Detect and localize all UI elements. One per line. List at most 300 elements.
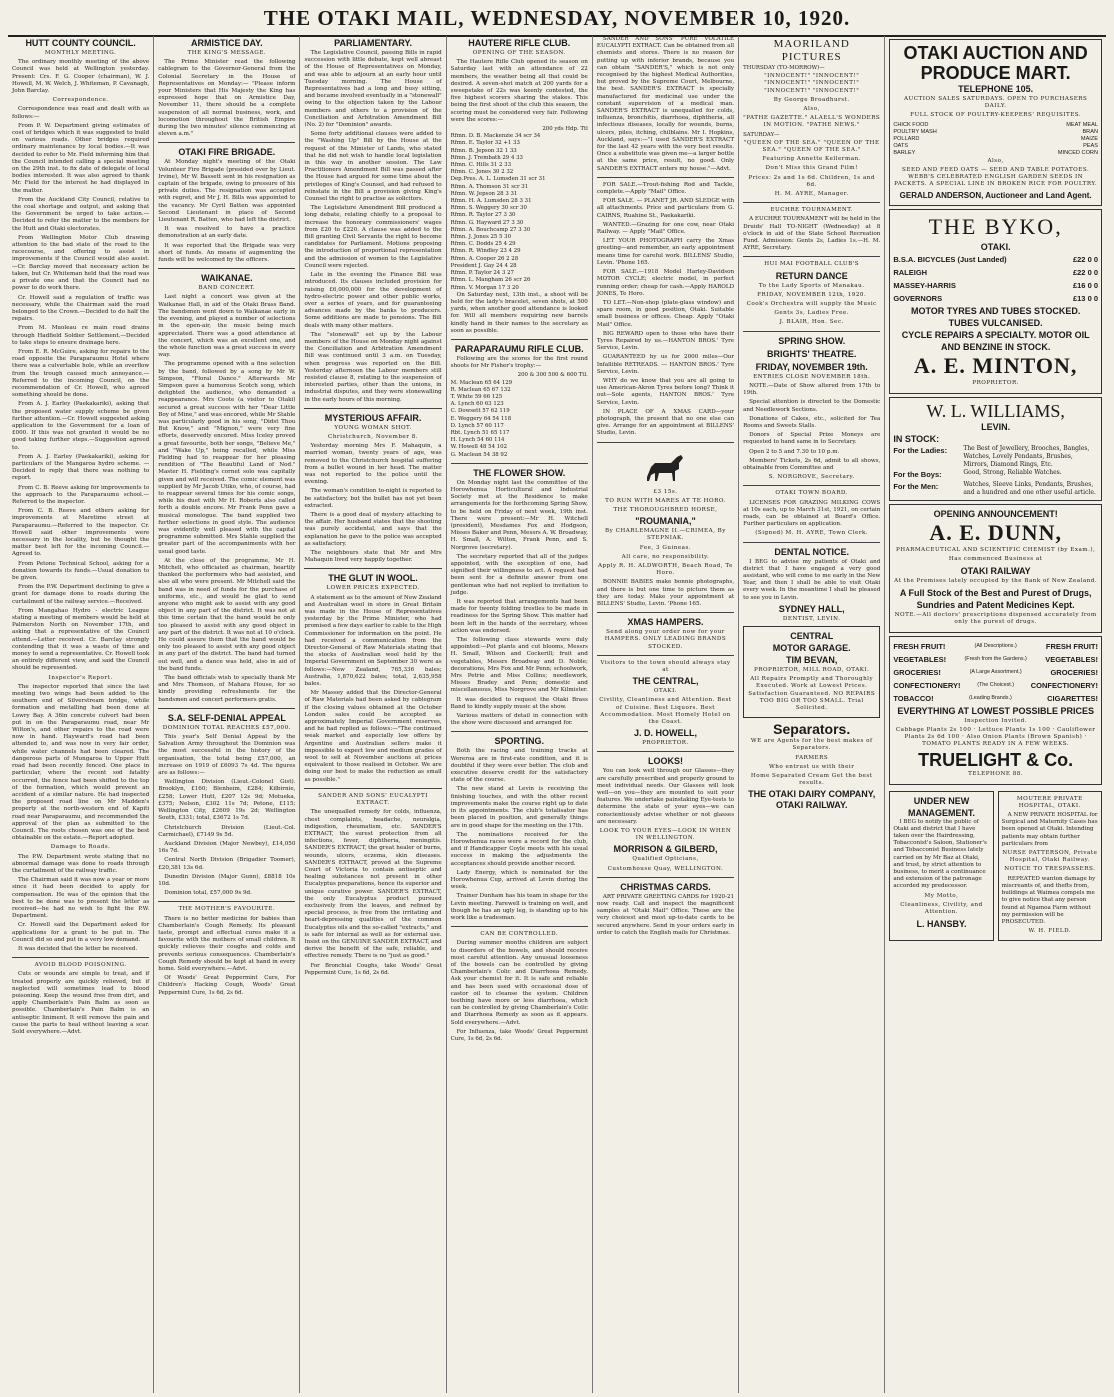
score-row: Rfmn. R. Taylor 27 3 30 (450, 212, 516, 219)
paragraph: I BEG to advise my patients of Otaki and district that I have engaged a very good assistant, who will come to me early in the New Year, and then I shall be able to visit Otaki every week. In the meantime I shall be pleased to see you in Levin. (743, 558, 881, 601)
produce-row (893, 122, 1098, 129)
ad-title: MOTOR GARAGE. (772, 642, 851, 653)
divider (597, 442, 734, 443)
paragraph: Mr Massey added that the Director-General of Raw Materials had been asked by cablegram if the closing values obtained at the October London sales could be accepted as approximately Imperial Government reserves, and he had replied as follows:—"The continued weak market and especially low offers by Argentine and Australian sellers make it impossible to expect low and medium grades of wool to sell at November auctions at prices equivalent to those realised in October. We are doing our best to make the reduction as small as possible." (304, 690, 442, 783)
stock-label: For the Ladies: (893, 445, 948, 455)
ad-note: (Leading Brands.) (968, 694, 1012, 701)
ad-text: "QUEEN OF THE SEA." "QUEEN OF THE SEA." "QUEEN OF THE SEA." (743, 139, 880, 154)
management-ad (889, 791, 993, 942)
paragraph: I BEG to notify the public of Otaki and district that I have taken over the Hairdressing, Tobacconist's Saloon, Stationer's and Tobacconist Business lately carried on by Mr Baz at Otaki, and trust, by strict attention to business, to merit a continuance and extension of the patronage accorded my predecessor. (893, 818, 987, 890)
article-title: THE FLOWER SHOW. (473, 467, 566, 478)
ad-title: MOUTERE PRIVATE HOSPITAL, OTAKI. (1016, 795, 1083, 809)
paragraph: From Petone Technical School, asking for a donation towards its funds.—Usual donation to be given. (12, 560, 150, 582)
article-title: S.A. SELF-DENIAL APPEAL (167, 712, 286, 723)
ad-text: My Motto, (924, 892, 959, 899)
ad-item: GROCERIES! (1050, 667, 1098, 677)
paragraph: Donors of Special Prize Moneys are requested to hand same in to Secretary. (743, 432, 881, 446)
paragraph: Members' Tickets, 2s 6d, admit to all shows, obtainable from Committee and (743, 457, 881, 471)
stock-row (893, 469, 1098, 481)
stock-text: The Best of Jewellery, Brooches, Bangles, Watches, Lovely Pendants, Brushes, Mirrors, Diamond Rings, Etc. (963, 444, 1090, 468)
ad-text: PHARMACEUTICAL AND SCIENTIFIC CHEMIST (by Exam.), (895, 546, 1096, 553)
classified-ad: BONNIE BABIES make bonnie photographs, and there is but one time to picture them as they are today. Make your appointment at BILLENS' Studio, Levin. 'Phone 165. (596, 579, 735, 607)
paragraph: It was resolved to have a practice demonstration at an early date. (158, 226, 296, 240)
ad-text: IN STOCK: (893, 433, 940, 444)
paragraph: Cr. Howell said a regulation of traffic was necessary, while the Chairman said the road belonged to the Crown.—Decided to do half the repairs. (12, 294, 150, 323)
paragraph: NOTE.—Date of Show altered from 17th to 19th. (743, 382, 881, 397)
paragraph: It was reported that arrangements had been made for twenty folding trestles to be made in readiness for the Spring Show. This matter had been left in the hands of the secretary, whose action was endorsed. (450, 599, 588, 634)
bike-name: B.S.A. BICYCLES (Just Landed) (893, 255, 1007, 265)
score-row: Rfmn. P. Taylor 24 3 27 (450, 270, 514, 277)
produce-item: OATS (893, 142, 909, 149)
ad-text: W. H. FIELD. (1028, 928, 1072, 935)
article-title: SPORTING. (494, 736, 545, 747)
produce-row (893, 150, 1098, 157)
produce-row (893, 136, 1098, 143)
paragraph: From A. J. Earley (Paekakariki), asking that the proposed water supply scheme be given further attention.—Cr. Howell suggested asking application to the Government for a loan of £000. If this was not granted it would be no good taking further steps.—Suggestion agreed to. (12, 401, 150, 451)
stock-row (893, 481, 1098, 497)
list-item: Dominion total, £57,000 9s 9d. (164, 890, 252, 897)
column-1 (8, 36, 153, 1393)
ad-row (893, 666, 1098, 679)
byko-ad (889, 209, 1102, 393)
paragraph: From C. B. Reeve and others asking for improvements at Maretime street at Paraparaumu.—Referred to the inspector. Cr. Howell said other improvements were necessary in the locality, but he thought the matter best left for the incoming Council.—Agreed to. (12, 508, 150, 558)
ad-text: HUI MAI FOOTBALL CLUB'S (764, 261, 860, 268)
paragraph: During summer months children are subject to disorders of the bowels, and should receive most careful attention. Any unusual looseness of the bowels can be controlled by giving Chamberlain's Colic and Diarrhoea Remedy. Ask your chemist for it. It is safe and reliable and has been used with occasional dose of castor oil to cleanse the system. Children teething have more or less diarrhoea, which can be controlled by giving Chamberlain's Colic and Diarrhoea Remedy as soon as it appears. Sold everywhere.—Advt. (450, 940, 588, 1026)
article-subtitle: MONTHLY MEETING. (44, 50, 117, 56)
paragraph: Various matters of detail in connection with the show were discussed and arranged for. (450, 713, 588, 727)
ad-name: GERALD ANDERSON, Auctioneer and Land Agent. (899, 191, 1092, 201)
ad-title: MAORILAND PICTURES (773, 38, 850, 63)
list-item: Wellington Division (Lieut.-Colonel Gist). Brooklyn, £160; Blenheim, £284; Kilbirnie, £258; Lower Hutt, £207 12s 9d; Motueka, £375; Nelson, £302 11s 7d; Petone, £115; Wellington City, £2609 19s 2d; Wellington South, £331; total, £3672 1s 7d. (158, 779, 296, 822)
stallion-price: £3 15s. (653, 488, 678, 495)
notice-title: CAN BE CONTROLLED. (480, 931, 559, 938)
ad-title: DENTAL NOTICE. (774, 546, 850, 557)
article-title: PARLIAMENTARY. (334, 38, 412, 48)
paragraph: LICENSES FOR GRAZING MILKING COWS at 10s each, up to March 31st, 1921, on certain roads, can be obtained at Board's Office. Further particulars on application. (743, 499, 881, 528)
article-title: WAIKANAE. (201, 273, 253, 284)
classified-ad: BIG REWARD open to those who have their Tyres Repaired by us.—HANTON BROS.' Tyre Service, Levin. (596, 330, 735, 352)
paragraph: From the P.W. Department declining to give a grant for damage done to roads during the curtailment of the railway service.—Received. (12, 584, 150, 605)
score-row: H. Lynch 54 60 114 (450, 437, 505, 444)
dateline: Christchurch, November 8. (328, 433, 419, 440)
ad-text: AUCTION SALES SATURDAYS. OPEN TO PURCHASERS DAILY. (903, 96, 1088, 110)
score-row: W. Howell 48 54 102 (450, 444, 508, 451)
ad-title: XMAS HAMPERS. (627, 617, 704, 628)
list-item: Central North Division (Brigadier Toomer), £20,381 13s 6d. (158, 857, 296, 871)
divider (743, 485, 880, 486)
ad-text: WE are Agents for the best makes of Separators. (750, 738, 873, 752)
score-row: Dep.Pres. A. L. Lumsden 31 scr 31 (450, 176, 546, 183)
classified-ad: IN PLACE OF A XMAS CARD—your photograph, the present that no one else can give. Arrange for an appointment at BILLENS' Studio, Levin. (596, 408, 735, 437)
score-row: Rfmn. L. Mangham 26 scr 26 (450, 277, 531, 284)
produce-item: BRAN (1082, 128, 1098, 135)
ad-text: TELEPHONE 88. (968, 771, 1024, 778)
ad-name: A. E. MINTON, (913, 353, 1078, 379)
paragraph: The Chairman said it was now a year or more since it had been decided to apply for compensation. He was of the opinion that the best to be done was to present the letter as received—he had no wish to fight the P.W. Department. (12, 877, 150, 920)
ad-title: LOOKS! (647, 756, 683, 767)
paragraph: REPEATED wanton damage by miscreants of, and thefts from, buildings at Waimea compels me to give notice that any person found at Ngamoa Farm without my permission will be PROSECUTED. (1001, 875, 1096, 925)
ad-note: (A Large Assortment.) (969, 668, 1022, 675)
ad-text: OTAKI RAILWAY (960, 566, 1031, 577)
article-subtitle: BAND CONCERT. (198, 285, 256, 292)
stallion-pedigree: By CHARLEMAGNE II.—CRIMEA, By STEPNIAK. (605, 528, 726, 542)
footnote: Of Woods' Great Peppermint Cure, For Children's Hacking Cough, Woods' Great Peppermint Cure, 1s 6d, 2s 6d. (158, 975, 296, 996)
divider (451, 339, 588, 340)
ad-text: Visitors to the town should always stay at (600, 659, 731, 674)
divider (158, 901, 295, 902)
ad-item: VEGETABLES! (1045, 654, 1098, 664)
score-row: Rfmn. C. Jones 30 2 32 (450, 169, 514, 176)
produce-row (893, 143, 1098, 150)
classified-ad: FOR SALE. — PLANET JR. AND SLEDGE with all attachments. Price and particulars from G. CAIRNS, Ruahine St., Paekakariki. (596, 198, 735, 219)
ad-text: J. BLAIR, Hon. Sec. (779, 319, 844, 326)
divider (451, 926, 588, 927)
ad-text: MOTOR TYRES AND TUBES STOCKED. (910, 306, 1081, 317)
ad-item: CONFECTIONERY! (1030, 680, 1098, 690)
divider (451, 463, 588, 464)
ad-title: CENTRAL (790, 630, 834, 641)
paragraph: The "stonewall" set up by the Labour members of the House on Monday night against the Conciliation and Arbitration Amendment Bill was continued until 3 a.m. on Tuesday, when progress was reported on the Bill. Yesterday afternoon the Labour members still resisted clause 8, relating to the suspension of interested parties, other than the unions, in industrial disputes, and they were stonewalling in the early hours of this morning. (304, 331, 442, 403)
article-title: HUTT COUNTY COUNCIL. (25, 38, 136, 48)
williams-ad (889, 397, 1102, 501)
score-row: T. White 59 66 125 (450, 393, 503, 400)
classified-ad: TO LET.—Non-shop (plate-glass window) and spare room, in good position, Otaki. Suitable small business or offices. Cheap. Apply "Otaki Mail" Office. (596, 299, 735, 328)
paragraph: SANDER AND SONS' PURE VOLATILE EUCALYPTI EXTRACT. Can be obtained from all chemists and stores. There is no reason for putting up with inferior brands, because you can obtain "SANDER'S," which is not only recognised by the highest Medical Authorities, but proved by the Supreme Court, Melbourne, the best. SANDER'S EXTRACT is specially manufactured for medicinal use under the constant supervision of a medical man. SANDER'S EXTRACT is unequalled for colds, influenza, bronchitis, diarrhoea, diphtheria, all infectious diseases, locally for wounds, burns, ulcers, piles, itching, chilblains. Mr I. Hopkins, Auckland, says:—"I used SANDER'S EXTRACT for the last 42 years with the very best results. Once a substitute was given me—a larger bottle at the same price, result, no good. Only SANDER'S EXTRACT enters my house."—Advt. (596, 36, 735, 172)
ad-text: THURSDAY (TO-MORROW)— (743, 65, 825, 71)
paragraph: From Wellington Motor Club drawing attention to the bad state of the road to the racecourse, and offering to assist in improvements if the Council would also assist.—Cr. Barclay moved that necessary action be taken, but Cr. Whiteman held that the road was a private one and that the Council had no power to do work there. (12, 234, 150, 292)
produce-item: CHICK FOOD (893, 121, 929, 128)
ad-item: FRESH FRUIT! (1045, 641, 1098, 651)
ad-title: RETURN DANCE (775, 270, 848, 281)
produce-item: BARLEY (893, 149, 916, 156)
produce-item: MEAT MEAL (1066, 121, 1098, 128)
ad-text: Gents 3s, Ladies Free. (774, 310, 849, 317)
score-row: Rfmn. V. Morgan 17 3 20 (450, 284, 519, 291)
paragraph: Late in the evening the Finance Bill was introduced. Its clauses included provision for raising £6,000,000 for the development of hydro-electric power and other public works, over a series of years, and for guaranteeing advances made by the banks to producers. Some additions are made to pensions. The Bill deals with many other matters. (304, 272, 442, 329)
notice-title: AVOID BLOOD POISONING. (34, 962, 127, 969)
ad-text: (Signed) M. H. AYRE, Town Clerk. (755, 530, 869, 537)
paragraph: The following class stewards were duly appointed:—Pot plants and cut blooms, Messrs H. Small, Wilson and Cockerill; fruit and vegetables, Messrs Broadway and D. Noble; decorations, Mrs Fox and Mr Penn; schoolwork, Mrs Petrie and Miss Collins; needlework, Misses Bradey and Penn; domestic and miscellaneous, Miss Norgrove and Mr Kilmister. (450, 637, 588, 694)
paragraph: This year's Self Denial Appeal by the Salvation Army throughout the Dominion was the most successful in the history of the organisation, the total being £57,000, an increase on 1919 of £6093 7s 4d. The figures are as follows:— (158, 734, 296, 777)
ad-text: PROPRIETOR, MILL ROAD, OTAKI. (753, 666, 870, 673)
ad-title: THE CENTRAL, (632, 676, 699, 687)
bike-price: £13 0 0 (1072, 294, 1098, 304)
bike-price: £22 0 0 (1072, 268, 1098, 278)
ad-text: TELEPHONE 105. (958, 84, 1034, 94)
score-row: G. Maclean 54 38 92 (450, 451, 508, 458)
ad-text: OTAKI. (653, 688, 678, 695)
masthead: THE OTAKI MAIL, WEDNESDAY, NOVEMBER 10, 1920. (8, 6, 1106, 37)
produce-row (893, 129, 1098, 136)
paragraph: The inspector reported that since the last meeting two wings had been added to the southern end of Silverstream bridge, while formation and metalling had been done at Lowry Bay. A 36in concrete culvert had been put in on the Paraparaumu road, near Mr Wilton's, and other repairs to the road were now in hand. Hayward's road had been attended to, and was now in very fair order, while water channels had been cleared. The dangerous parts of Mungaroa to Upper Hutt road had been recently fenced. One place in particular, where the recent sod fatality occurred, the fence had been shifted to the top of the formation, which would prevent an accident of a similar nature. He had inspected the proposed road line on Mr Madden's property at the north-western end of Kapiti road near Paraparaumu, and recommended the approval of the plan as submitted to the Council. The roots chosen was one of the best obtainable on the estate.—Report adopted. (12, 683, 150, 842)
horse-icon (641, 447, 689, 487)
paragraph: The Legislative Council, passing Bills in rapid succession with little debate, kept well abreast of the House of Representatives on Monday, and was able to adjourn at an early hour until Tuesday morning. The House of Representatives had a long and busy sitting, and became involved eventually in a "stonewall" owing to the objection taken by the Labour members and others to a provision of the Conciliation and Arbitration Amendment Bill (No. 2) for "Dominion" awards. (304, 50, 442, 129)
ad-text: Prices: 2s and 1s 6d. Children, 1s and 6d. (748, 174, 875, 188)
score-row: Rfmn. J. Trembath 29 4 33 (450, 154, 523, 161)
bike-name: MASSEY-HARRIS (893, 281, 956, 291)
price-row (893, 253, 1098, 266)
ad-text: Qualified Opticians, (632, 856, 699, 863)
bike-name: RALEIGH (893, 268, 928, 278)
paragraph: A EUCHRE TOURNAMENT will be held in the Druids' Hall TO-NIGHT (Wednesday) at 8 o'clock in aid of the State School Recreation Fund. Admission: Gents 2s, Ladies 1s.—H. M. AYRE, Secretary. (743, 216, 881, 252)
paragraph: The new stand at Levin is receiving the finishing touches, and with the other recent improvements make the course right up to date in its appointments. The club's totalisator has been placed in position, and generally things are in good shape for the meeting on the 17th. (450, 786, 588, 829)
divider (158, 708, 295, 709)
article-title: OTAKI FIRE BRIGADE. (178, 147, 276, 158)
article-subtitle: THE KING'S MESSAGE. (187, 50, 267, 56)
stock-label: For the Boys: (893, 469, 942, 479)
paragraph: From Mangahao Hydro - electric League stating a meeting of members would be held at Palmerston North on November 17th, and asking that a representative of the Council attend.—Letter received. Cr. Barclay strongly contending that it was a waste of time and money to send a representative. Cr. Howell took an entirely different view, and said the Council should be represented. (12, 607, 150, 672)
ad-text: Also, (803, 106, 820, 113)
ad-item: CIGARETTES! (1047, 693, 1098, 703)
ad-row (893, 640, 1098, 653)
score-row: Rfmn. E. Taylor 32 +1 33 (450, 140, 520, 147)
paragraph: From M. Muoleau re main road drains through Hadfield Soldier Settlement.—Decided to take steps to ensure drainage here. (12, 325, 150, 346)
ad-name: THE OTAKI DAIRY COMPANY, OTAKI RAILWAY. (748, 789, 876, 811)
paragraph: From P. W. Department giving estimates of cost of bridges which it was suggested to build on various roads. Other bridges required ordinary maintenance by local bodies.—It was decided to refer to Mr. Field informing him that the Council intended calling a special meeting on the 29th inst. to fix date of delegate of local bodies interested. It was also agreed to thank Mr. Field for the interest he had displayed in the matter. (12, 122, 150, 194)
score-row: Rfmn. A. Bouchcamp 27 3 30 (450, 226, 531, 233)
ad-text: Featuring Annette Kellerman. (762, 156, 861, 163)
classified-ad: WANTED.—Grazing for one cow, near Otaki Railway. — Apply "Mail" Office. (596, 221, 735, 236)
paragraph: A NEW PRIVATE HOSPITAL for Surgical and Maternity Cases has been opened at Otaki. Intending patients may obtain further particulars from (1001, 812, 1098, 847)
divider (158, 142, 295, 143)
columns (8, 36, 1106, 1393)
paragraph: Correspondence was read and dealt with as follows:— (12, 106, 150, 120)
paragraph: At the close of the programme, Mr H. Mitchell, who officiated as chairman, heartily thanked the performers who had assisted, and also all who were present. Mr Mitchell said the band was in need of funds for the purchase of uniforms, etc., and would be glad to send anyone who might ask to assist with any good object in any part of the district. It was not at this time certain that the band would be only too pleased to assist with any good object in any part of the district. It was not at 10 o'clock. He could assure them that the band would be only too pleased to assist with any good object in any part of the district. The band had turned out well, and a dance was held, also in aid of the band funds. (158, 557, 296, 672)
paragraph: Special attention is directed to the Domestic and Needlework Sections. (743, 399, 881, 413)
ad-text: FRIDAY, NOVEMBER 12th, 1920. (757, 291, 867, 298)
score-row: Rfmn. R. Windley 23 4 29 (450, 248, 521, 255)
price-row (893, 292, 1098, 305)
produce-item: POULTRY MASH (893, 128, 937, 135)
paragraph: The neighbours state that Mr and Mrs Mahaquin lived very happily together. (304, 550, 442, 564)
column-3 (299, 36, 445, 1393)
paragraph: Some forty additional clauses were added to the "Washing Up" Bill by the House at the request of the Minister of Lands, who stated that he did not wish to handle local legislation in this way in another session. The Law Practitioners Amendment Bill was passed after the House had argued for some time about the privileges of King's Counsel, and had refused to reinstate in the Bill a provision giving King's Counsel the right to practise as solicitors. (304, 131, 442, 203)
score-header: 200 & 300 500 & 600 Ttl. (517, 372, 588, 379)
paragraph: Open 2 to 5 and 7.30 to 10 p.m. (749, 448, 840, 455)
price-row (893, 279, 1098, 292)
paragraph: Lady Energy, which is nominated for the Horowhenua Cup, arrived at Levin during the week. (450, 869, 588, 891)
ad-text: PROPRIETOR. (972, 380, 1019, 387)
classified-ad: LET YOUR PHOTOGRAPH carry the Xmas greeting—and remember, an early appointment means time for careful work. BILLENS' Studio, Levin. 'Phone 165. (596, 238, 735, 266)
ad-title: W. L. WILLIAMS, (926, 400, 1065, 421)
paragraph: The ordinary monthly meeting of the above Council was held at Wellington yesterday. Present: Crs. F. G. Cooper (chairman), W. J. Howell, M. W. Welch, J. Whiteman, P. Cavanagh, John Barclay. (12, 59, 150, 95)
ad-text: To the Lady Sports of Manakau. (758, 282, 865, 289)
paragraph: The secretary reported that all of the judges appointed, with the exception of one, had signified their willingness to act. A request had been sent for a definite answer from one gentleman who had not replied to invitation to judge. (450, 553, 588, 596)
ad-text: SATURDAY— (743, 131, 780, 138)
paragraph: The nominations received for the Horowhenua races were a record for the club, and if Handicapper Coyle meets with his usual success in making the adjustments the acceptances should provide another record. (450, 831, 588, 867)
score-row: D. Lynch 57 60 117 (450, 422, 504, 429)
article-title: PARAPARAUMU RIFLE CLUB. (454, 343, 584, 354)
paragraph: Trainer Dunham has his team in shape for the Levin meeting. Farewell is training on well, and though he has an ugly leg, is standing up to his work like a tradesman. (450, 893, 588, 921)
ad-title: OPENING ANNOUNCEMENT! (933, 508, 1058, 519)
ad-text: Also, (987, 157, 1004, 164)
paragraph: On Monday night last the committee of the Horowhenua Horticultural and Industrial Society met at the Residence to make arrangements for the forthcoming Spring Show, to be held on Friday of next week, 19th inst. There were present:—Mr H. Witchell (president), Mesdames Fox and Hodgson, Misses Baker and Penn, Messrs A. W. Broadway, H. Small, A. Wilton, Frank Penn, and S. Norgrove (secretary). (450, 479, 588, 551)
auction-ad (889, 39, 1102, 206)
list-item: Auckland Division (Major Newbey), £14,050 16s 7d. (158, 840, 296, 855)
paragraph: From E. R. McGuire, asking for repairs to the road opposite the Paraparaumu Hotel where there was a culvertable hole, while an overflow from the trough caused much annoyance.—Referred to the incoming Council, on the recommendation of Cr. Howell, who agreed something should be done. (12, 348, 150, 399)
ad-text: S. NORGROVE, Secretary. (768, 474, 855, 481)
ad-title: EUCHRE TOURNAMENT. (770, 207, 853, 214)
ad-text: Send along your order now for your HAMPERS. ONLY LEADING BRANDS STOCKED. (604, 629, 727, 650)
garage-ad (743, 626, 880, 718)
ad-title: OTAKI AUCTION AND PRODUCE MART. (903, 43, 1088, 83)
score-row: M. Maclean 65 64 129 (450, 379, 513, 386)
ad-row (893, 679, 1098, 692)
divider (743, 331, 880, 332)
score-row: Rfmn. A. Cooper 26 2 28 (450, 255, 519, 262)
ad-title: OTAKI TOWN BOARD. (775, 490, 848, 497)
paragraph: The unequalled remedy for colds, influenza, chest complaints, headache, neuralgia, indigestion, rheumatism, etc. SANDER'S EXTRACT, the surest protection from all infections, fever, diphtheria, meningitis. SANDER'S EXTRACT, the great healer of burns, wounds, ulcers, eczema, skin diseases. SANDER'S EXTRACT, proved at the Supreme Court of Victoria to contain antiseptic and healing substances not present in other Eucalyptus preparations, hence its superior and unique curative power. SANDER'S EXTRACT, the only Eucalyptus product pursued exclusively from the leaves, and refined by special process, is free from the irritating and heart-depressing qualities of the common Eucalyptus oils and the so-called "extracts," and is safe for internal as well as for external use. Insist on the GENUINE SANDER EXTRACT, and derive the benefit of the safe, reliable, and effective remedy. There is no "just as good." (304, 809, 442, 960)
divider (304, 568, 441, 569)
paragraph: You can look well through our Glasses—they are carefully prescribed and properly ground to meet individual needs. Our Glasses will look well—on you—they are mounted to suit your features. We undertake painstaking Eye-tests to determine the state of your eyes—we can conscientiously advise whether or not glasses are necessary. (596, 768, 735, 825)
ad-text: SEED AND FEED OATS — SEED AND TABLE POTATOES. WEBB'S CELEBRATED ENGLISH GARDEN SEEDS IN PACKETS. A SPECIAL LINE IN BROKEN RICE FOR POULTRY. (894, 166, 1098, 188)
ad-title: UNDER NEW MANAGEMENT. (907, 795, 975, 818)
ad-text: DENTIST, LEVIN. (782, 615, 841, 622)
classified-ad: FOR SALE.—1918 Model Harley-Davidson MOTOR CYCLE; electric model, in perfect running order; cheap for cash.—Apply HAROLD JONES, Te Horo. (596, 269, 735, 297)
column-5 (592, 36, 738, 1393)
hospital-ad (998, 791, 1102, 942)
ad-text: Cook's Orchestra will supply the Music (746, 301, 877, 308)
stock-row (893, 445, 1098, 469)
ad-text: Cleanliness, Civility, and Attention. (900, 901, 983, 916)
paragraph: The woman's condition to-night is reported to be satisfactory, but the bullet has not yet been extracted. (304, 488, 442, 509)
score-row: Rfmn. H. A. Lumsden 28 3 31 (450, 198, 532, 205)
ad-text: Cabbage Plants 2s 100 · Lettuce Plants 1s 100 · Cauliflower Plants 2s 6d 100 · Also Onion Plants (Brown Spanish) · TOMATO PLANTS READY IN A FEW WEEKS. (895, 726, 1096, 748)
ad-title: NOTICE TO TRESPASSERS. (1004, 866, 1096, 873)
paragraph: It was decided to request the Otaki Brass Band to kindly supply music at the show. (450, 696, 588, 710)
score-row: President J. Gay 24 4 28 (450, 262, 517, 269)
divider (12, 957, 149, 958)
score-row: Rfmn. B. Jepson 32 1 33 (450, 147, 517, 154)
notice-title: SANDER AND SONS' EUCALYPTI EXTRACT. (318, 792, 428, 807)
paragraph: Following are the scores for the first round shoots for Mr Fisher's trophy:— (450, 355, 588, 370)
bottom-ads (889, 788, 1102, 945)
paragraph: Yesterday morning Mrs F. Mahaquin, a married woman, twenty years of age, was removed to the Christchurch hospital suffering from a bullet wound in her head. The matter was not reported to the police until the evening. (304, 443, 442, 486)
divider (743, 202, 880, 203)
column-4 (446, 36, 592, 1393)
paragraph: The Legislature Amendment Bill produced a long debate, relating chiefly to a proposal to increase the honorary commissioners' wages from £20 to £220. A clause was added to the Bill granting Civil Servants the right to become candidates for Parliament. Motions proposing the introduction of proportional representation and the admission of women to the Legislative Council were rejected. (304, 205, 442, 269)
bike-price: £22 0 0 (1072, 255, 1098, 265)
section-heading: Damage to Roads. (50, 844, 111, 851)
paragraph: From the Auckland City Council, relative to the coal shortage and output, and asking that the Government be urged to take action.—Decided to refer the matter to the members for the Hutt and Otaki electorates. (12, 196, 150, 232)
paragraph: From C. B. Reeve asking for improvements to the approach to the Paraparaumu school.—Referred to the inspector. (12, 484, 150, 505)
ad-item: VEGETABLES! (893, 654, 947, 664)
ad-text: Don't Miss this Grand Film! (765, 165, 858, 172)
ad-text: NURSE PATTERSON, Private Hospital, Otaki Railway. (1002, 850, 1098, 864)
divider (743, 542, 880, 543)
ad-text: FARMERS (795, 754, 829, 761)
produce-item: MINCED CORN (1057, 149, 1098, 156)
divider (158, 268, 295, 269)
ad-text: EVERYTHING AT LOWEST POSSIBLE PRICES (897, 705, 1094, 716)
article-title: THE GLUT IN WOOL. (328, 573, 418, 584)
stock-text: Watches, Sleeve Links, Pendants, Brushes, and a hundred and one other useful article. (963, 480, 1096, 496)
ad-note: (The Choicest.) (977, 681, 1015, 688)
column-6 (738, 36, 884, 1393)
score-row: Rfmn. G. Hayward 27 3 30 (450, 219, 524, 226)
ad-note: (Fresh from the Gardens.) (964, 655, 1027, 662)
ad-name: A. E. DUNN, (929, 519, 1062, 545)
score-row: Rfmn. C. Hills 31 2 33 (450, 162, 512, 169)
paragraph: Both the racing and training tracks at Wereroa are in first-rate condition, and it is doubtful if they were ever better. The club and executive deserve credit for the satisfactory state of the course. (450, 748, 588, 784)
ad-item: CONFECTIONERY! (893, 680, 961, 690)
list-item: Christchurch Division (Lieut.-Col. Carmichael), £7149 9s 5d. (158, 824, 296, 838)
ad-text: LOOK TO YOUR EYES—LOOK IN WHEN IN WELLINGTON. (599, 828, 732, 842)
divider (597, 751, 734, 752)
paragraph: Last night a concert was given at the Waikanae Hall, in aid of the Otaki Brass Band. The bandsmen went down to Waikanae early in the evening, and played a number of selections in the open-air, the music being much appreciated. There was a good attendance at the concert, which was an excellent one, and the whole function was a great success in every way. (158, 294, 296, 359)
ad-text: FULL STOCK OF POULTRY-KEEPERS' REQUISITES. (910, 112, 1082, 119)
paragraph: ART PRIVATE GREETING CARDS for 1920-21 now ready. Call and inspect the magnificent samples at "Otaki Mail" Office. These are the very choicest and most up-to-date cards to be secured anywhere. Send in your orders early in order to catch the English mails for Christmas. (596, 893, 735, 936)
score-header: 200 yds Hdp. Ttl (542, 126, 588, 133)
stock-text: Good, Strong, Reliable Watches. (963, 468, 1062, 476)
divider (597, 877, 734, 878)
article-subtitle: OPENING OF THE SEASON. (472, 50, 566, 56)
classified-ad: GUARANTEED by us for 2000 miles—Our Infallible RETREADS. — HANTON BROS.' Tyre Service, Levin. (596, 354, 735, 375)
ad-row (893, 692, 1098, 705)
stock-label: For the Men: (893, 481, 939, 491)
article-title: MYSTERIOUS AFFAIR. (324, 412, 422, 423)
stallion-apply: Apply R. H. ALDWORTH, Beach Road, Te Horo. (598, 562, 733, 577)
ad-text: Civility, Cleanliness and Attention. Best of Cuisine. Best Liquors. Best Accommodation. Most Homely Hotel on the Coast. (599, 697, 732, 726)
article-subtitle: DOMINION TOTAL REACHES £57,000. (162, 724, 291, 731)
paragraph: It was reported that the Brigade was very short of funds. An means of augmenting the funds will be welcomed by the officers. (158, 242, 296, 264)
ad-title: CHRISTMAS CARDS. (620, 881, 711, 892)
stallion-fee: Fee, 3 Guineas. (639, 544, 692, 551)
paragraph: The P.W. Department wrote stating that no abnormal damage was done to roads through the curtailment of the railway traffic. (12, 853, 150, 874)
ad-row (893, 653, 1098, 666)
score-row: R. Maclean 65 67 132 (450, 386, 511, 393)
paragraph: Cr. Howell said the Department asked for applications for a grant to be put in. The Council did so and put in a very low demand. (12, 922, 150, 943)
ad-text: TUBES VULCANISED. (948, 318, 1043, 329)
ad-text: All Repairs Promptly and Thoroughly Executed. Work at Lowest Prices. Satisfaction Guaranteed. NO REPAIRS TOO BIG OR TOO SMALL. Trial Solicited. (748, 676, 876, 711)
score-row: Rfmn. A. Thomson 31 scr 31 (450, 183, 529, 190)
paragraph: It was decided that the letter be received. (18, 945, 138, 952)
paragraph: On Saturday next, 13th inst., a shoot will be held for the lady's bracelet, seven shots, at 500 yards, when another good attendance is looked for. Will all members requiring new barrels kindly hand in their names to the secretary as soon as possible. (450, 291, 588, 334)
paragraph: There is a good deal of mystery attaching to the affair. Her husband states that the shooting was purely accidental, and says that the explanation he gave to the police was accepted as satisfactory. (304, 511, 442, 547)
ad-text: Home Separated Cream Get the best results. (750, 773, 873, 787)
ad-name: TIM BEVAN, (786, 654, 838, 665)
classified-ad: WHY do we know that you are all going to use American-Akron Tyres before long? Think it out—Sole agents, HANTON BROS.' Tyre Service, Levin. (596, 377, 735, 406)
ad-text: Has commenced Business at (948, 555, 1043, 562)
paragraph: Donations of Cakes, etc., solicited for Tea Rooms and Sweets Stalls. (743, 415, 881, 429)
ad-text: At the Premises lately occupied by the Bank of New Zealand. (894, 578, 1098, 585)
divider (451, 731, 588, 732)
divider (304, 408, 441, 409)
score-row: Rfmn. J. Jones 25 5 30 (450, 234, 512, 241)
divider (597, 612, 734, 613)
paragraph: A statement as to the amount of New Zealand and Australian wool in store in Great Britain was made in the House of Representatives yesterday by the Prime Minister, who had promised a few days earlier to cable to the High Commissioner for information on the point. He had received a communication from the Director-General of Raw Materials stating that the stocks of Australian wool held by the Imperial Government on September 30 were as follows:—New Zealand, 765,336 bales; Australia, 1,870,622 bales; total, 2,635,958 bales. (304, 594, 442, 688)
score-row: Rfmn. D. B. Mackenzie 34 scr 34 (450, 133, 541, 140)
ad-text: NOTE.—All doctors' prescriptions dispensed accurately from only the purest of drugs. (894, 612, 1097, 626)
divider (597, 177, 734, 178)
score-row: Rbt. Lynch 51 65 117 (450, 429, 510, 436)
stallion-sub: THE THOROUGHBRED HORSE, (613, 506, 718, 513)
paragraph: From A. J. Earley (Paekakariki), asking for particulars of the Mangaroa hydro scheme. — Decided to reply that there was nothing to report. (12, 453, 150, 482)
section-heading: Inspector's Report. (48, 674, 113, 681)
divider (743, 256, 880, 257)
ad-name: J. D. HOWELL, (633, 728, 697, 739)
paragraph: At Monday night's meeting of the Otaki Volunteer Fire Brigade (presided over by Lieut. Irvine), Mr W. Bassett sent in his resignation as captain of the brigade, owing to pressure of his private duties. The resignation was accepted with regret, and Mr J. H. Bills was appointed to the vacancy. Mr Cyril Batten was appointed Second Lieutenant in place of Second Lieutenant R. Batten, who had left the district. (158, 159, 296, 224)
ad-text: "PATHE GAZETTE." ALAELL'S WONDERS IN MOTION. "PATHE NEWS." (743, 115, 881, 129)
ad-text: Customhouse Quay, WELLINGTON. (607, 865, 724, 872)
bike-name: GOVERNORS (893, 294, 943, 304)
divider (304, 788, 441, 789)
score-row: Rfmn. S. Weggery 30 scr 30 (450, 205, 527, 212)
score-row: Rfmn. C. Dodds 25 4 29 (450, 241, 516, 248)
price-row (893, 266, 1098, 279)
column-7 (884, 36, 1106, 1393)
ad-title: THE BYKO, (928, 214, 1063, 240)
